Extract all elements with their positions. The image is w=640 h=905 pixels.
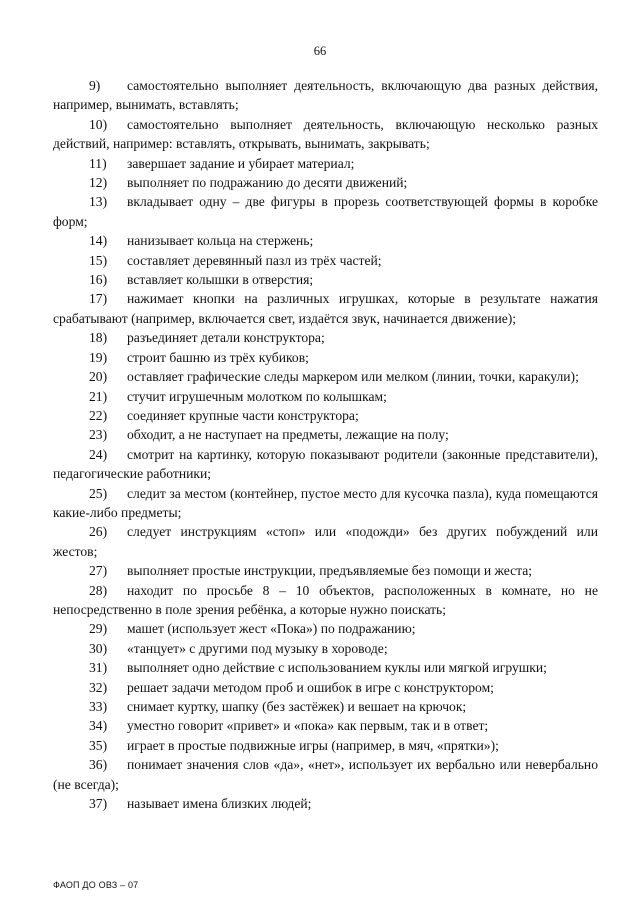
list-item (53, 231, 598, 250)
list-item (53, 445, 598, 484)
list-item-number: 31) (89, 660, 108, 676)
list-item-number: 35) (89, 737, 108, 753)
list-item-text: понимает значения слов «да», «нет», использует их вербально или невербально (не всегда); (53, 757, 598, 792)
list-item-text: вставляет колышки в отверстия; (127, 272, 314, 288)
list-item-number: 14) (89, 233, 108, 249)
list-item (53, 484, 598, 523)
list-item-text: соединяет крупные части конструктора; (127, 407, 359, 423)
list-item-number: 32) (89, 679, 108, 695)
page-number: 66 (313, 44, 327, 58)
list-item-number: 30) (89, 640, 108, 656)
list-item (53, 755, 598, 794)
list-item-text: составляет деревянный пазл из трёх частей; (127, 252, 382, 268)
list-item-text: завершает задание и убирает материал; (127, 155, 355, 171)
list-item (53, 736, 598, 755)
list-item-number: 18) (89, 330, 108, 346)
list-item (53, 406, 598, 425)
list-item-number: 11) (89, 155, 107, 171)
list-item-number: 34) (89, 718, 108, 734)
list-item-text: самостоятельно выполняет деятельность, включающую несколько разных действий, например: вставлять, открывать, вынимать, закрывать; (53, 116, 598, 152)
list-item-number: 16) (89, 272, 108, 288)
list-item (53, 639, 598, 658)
list-item-text: выполняет одно действие с использованием куклы или мягкой игрушки; (127, 660, 547, 676)
list-item (53, 697, 598, 716)
list-item-number: 19) (89, 349, 108, 365)
list-item (53, 716, 598, 735)
list-item (53, 367, 598, 386)
list-item (53, 387, 598, 406)
list-item-text: стучит игрушечным молотком по колышкам; (127, 388, 387, 404)
list-item-text: обходит, а не наступает на предметы, лежащие на полу; (127, 427, 449, 443)
list-item-text: нанизывает кольца на стержень; (127, 233, 314, 249)
list-item (53, 76, 598, 115)
list-item-text: находит по просьбе 8 – 10 объектов, расположенных в комнате, но не непосредственно в поле зрения ребёнка, а которые нужно поискать; (53, 582, 598, 617)
list-item (53, 289, 598, 328)
list-item (53, 619, 598, 638)
list-item-number: 21) (89, 388, 108, 404)
list-item-text: уместно говорит «привет» и «пока» как первым, так и в ответ; (127, 718, 489, 734)
list-item (53, 328, 598, 347)
list-item-number: 17) (89, 291, 108, 307)
list-item (53, 522, 598, 561)
list-item-number: 13) (89, 194, 108, 210)
numbered-list (53, 76, 598, 813)
list-item-text: называет имена близких людей; (127, 796, 312, 812)
list-item-text: выполняет по подражанию до десяти движений; (127, 175, 408, 191)
list-item (53, 425, 598, 444)
list-item-text: «танцует» с другими под музыку в хороводе; (127, 640, 388, 656)
list-item (53, 115, 598, 154)
list-item-number: 20) (89, 369, 108, 385)
list-item (53, 581, 598, 620)
list-item-number: 12) (89, 175, 108, 191)
list-item-number: 26) (89, 524, 108, 540)
list-item-text: машет (использует жест «Пока») по подражанию; (127, 621, 416, 637)
list-item (53, 561, 598, 580)
list-item-text: следит за местом (контейнер, пустое место для кусочка пазла), куда помещаются какие-либо предметы; (53, 485, 598, 520)
list-item-number: 25) (89, 485, 108, 501)
list-item-text: самостоятельно выполняет деятельность, включающую два разных действия, например, вынимать, вставлять; (53, 78, 598, 113)
list-item (53, 348, 598, 367)
list-item-text: смотрит на картинку, которую показывают родители (законные представители), педагогические работники; (53, 446, 598, 482)
list-item (53, 173, 598, 192)
list-item-text: снимает куртку, шапку (без застёжек) и вешает на крючок; (127, 699, 467, 714)
list-item-number: 29) (89, 621, 108, 637)
list-item-number: 28) (89, 582, 108, 598)
list-item-text: выполняет простые инструкции, предъявляемые без помощи и жеста; (127, 563, 533, 579)
list-item-number: 22) (89, 407, 108, 423)
list-item (53, 192, 598, 231)
list-item-text: вкладывает одну – две фигуры в прорезь соответствующей формы в коробке форм; (53, 194, 598, 229)
list-item-text: оставляет графические следы маркером или мелком (линии, точки, каракули); (127, 369, 579, 385)
list-item-number: 27) (89, 563, 108, 579)
list-item-number: 37) (89, 796, 108, 812)
list-item-text: решает задачи методом проб и ошибок в игре с конструктором; (127, 679, 494, 695)
list-item-number: 33) (89, 699, 108, 714)
list-item-number: 9) (89, 78, 101, 93)
list-item-text: играет в простые подвижные игры (например, в мяч, «прятки»); (127, 737, 499, 753)
list-item (53, 270, 598, 289)
list-item-text: строит башню из трёх кубиков; (127, 349, 309, 365)
list-item-number: 10) (89, 116, 108, 132)
list-item-number: 15) (89, 252, 108, 268)
list-item (53, 251, 598, 270)
list-item-text: разъединяет детали конструктора; (127, 330, 325, 346)
list-item-number: 36) (89, 757, 108, 773)
list-item-number: 24) (89, 446, 108, 462)
list-item-text: нажимает кнопки на различных игрушках, которые в результате нажатия срабатывают (например, включается свет, издаётся звук, начинается движение); (53, 291, 598, 326)
list-item (53, 658, 598, 677)
list-item (53, 678, 598, 697)
list-item (53, 154, 598, 173)
list-item-text: следует инструкциям «стоп» или «подожди» без других побуждений или жестов; (53, 524, 598, 559)
document-footer: ФАОП ДО ОВЗ – 07 (53, 880, 139, 890)
list-item (53, 794, 598, 813)
list-item-number: 23) (89, 427, 108, 443)
